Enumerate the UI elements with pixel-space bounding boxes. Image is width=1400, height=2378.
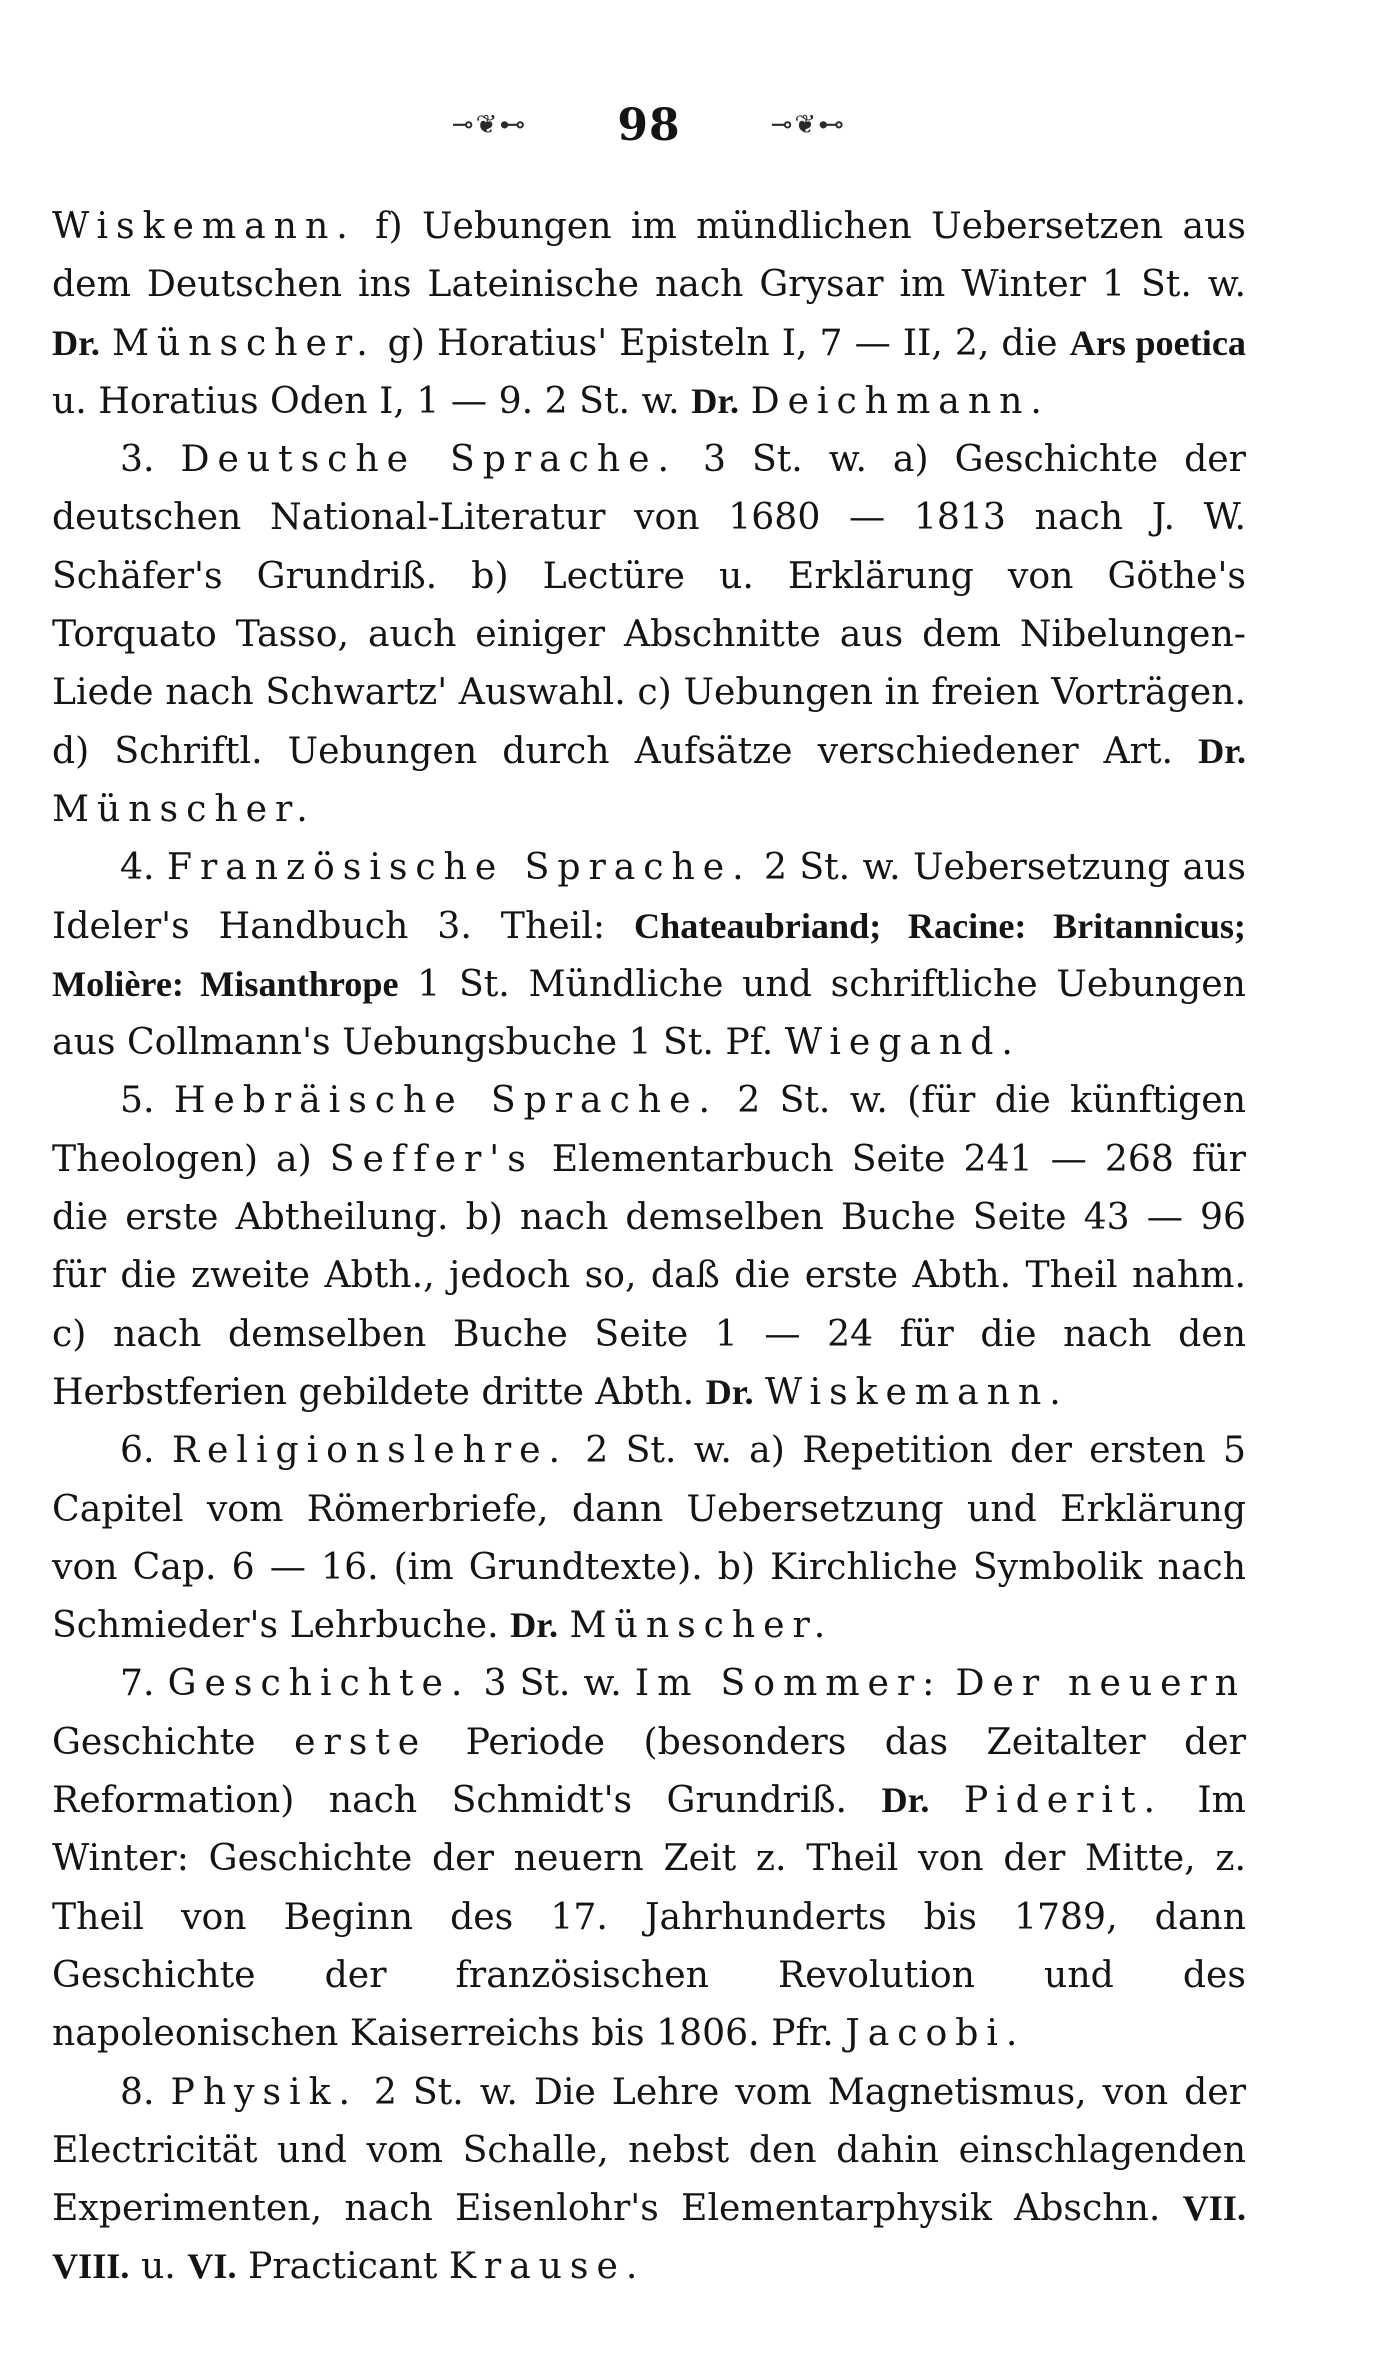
left-ornament-icon: ⊸❦⊷ <box>451 110 528 140</box>
text-roman: Dr. <box>510 1605 559 1646</box>
text-spaced: Der neuern <box>955 1661 1247 1705</box>
text-spaced: Im Sommer: <box>634 1661 943 1705</box>
text-run: 2 St. w. a) Repetition der ersten 5 Capitel vom Römerbriefe, dann Uebersetzung und Erklärung von Cap. 6 — 16. (im Grundtexte). b) Kirchliche Symbolik nach Schmieder's Lehrbuche. <box>52 1428 1247 1647</box>
text-run: f) Uebungen im mündlichen Uebersetzen aus dem Deutschen ins Lateinische nach Grysar im Winter 1 St. w. <box>52 204 1246 306</box>
text-run: u. Horatius Oden I, 1 — 9. 2 St. w. <box>52 378 692 422</box>
text-run <box>100 321 112 364</box>
text-run: 2 St. w. Die Lehre vom Magnetismus, von der Electricität und vom Schalle, nebst den dahin einschlagenden Experimenten, nach Eisenlohr's Elementarphysik Abschn. <box>52 2069 1246 2230</box>
text-spaced: Münscher. <box>111 320 376 364</box>
text-run: g) Horatius' Episteln I, 7 — II, 2, die <box>375 320 1070 364</box>
right-ornament-icon: ⊸❦⊷ <box>770 110 847 140</box>
text-run: Geschichte <box>52 1719 295 1763</box>
page-header <box>52 95 1246 155</box>
text-spaced: Religionslehre. <box>171 1428 568 1472</box>
text-roman: Chateaubriand; Racine: Britannicus; Molière: Misanthrope <box>52 905 1246 1004</box>
text-run <box>929 1778 963 1821</box>
text-spaced: erste <box>294 1719 428 1763</box>
text-spaced: Piderit. <box>963 1778 1163 1822</box>
text-spaced: Hebräische Sprache. <box>173 1078 718 1122</box>
page-number: 98 <box>617 99 681 151</box>
text-run: 3. <box>120 437 181 481</box>
text-run: Practicant <box>236 2244 449 2288</box>
text-roman: Dr. <box>705 1371 754 1412</box>
book-page <box>52 95 1246 2296</box>
text-spaced: Wiskemann. <box>52 204 356 247</box>
text-run: Periode (besonders das Zeitalter der Reformation) nach Schmidt's Grundriß. <box>52 1719 1246 1822</box>
paragraph-p0 <box>52 197 1246 430</box>
text-run <box>558 1603 570 1646</box>
text-spaced: Jacobi. <box>845 2011 1026 2055</box>
text-run <box>754 1370 766 1413</box>
paragraph-p8 <box>52 2063 1246 2296</box>
text-run: 1 St. Mündliche und schriftliche Uebungen aus Collmann's Uebungsbuche 1 St. Pf. <box>52 961 1246 1064</box>
text-spaced: Münscher. <box>52 786 316 830</box>
text-run: 4. <box>120 845 167 889</box>
text-run: 7. <box>120 1661 168 1705</box>
body-text <box>52 197 1246 2296</box>
text-spaced: Seffer's <box>329 1136 534 1180</box>
paragraph-p7 <box>52 1654 1246 2062</box>
text-spaced: Deichmann. <box>750 378 1050 422</box>
text-run: 2 St. w. Uebersetzung aus Ideler's Handbuch 3. Theil: <box>52 845 1246 947</box>
paragraph-p4 <box>52 838 1246 1071</box>
text-spaced: Krause. <box>448 2244 646 2288</box>
text-spaced: Wiskemann. <box>765 1369 1069 1413</box>
text-roman: Dr. <box>1198 730 1246 771</box>
text-spaced: Physik. <box>170 2069 358 2113</box>
text-run: Elementarbuch Seite 241 — 268 für die erste Abtheilung. b) nach demselben Buche Seite 43 — 96 für die zweite Abth., jedoch so, daß die erste Abth. Theil nahm. c) nach demselben Buche Seite 1 — 24 für die nach den Herbstferien gebildete dritte Abth. <box>52 1136 1246 1413</box>
text-roman: Dr. <box>691 380 740 421</box>
text-roman: Dr. <box>52 322 100 363</box>
text-run: 3 St. w. <box>470 1661 635 1705</box>
text-spaced: Französische Sprache. <box>166 845 752 889</box>
paragraph-p5 <box>52 1071 1246 1421</box>
text-run: 2 St. w. (für die künftigen Theologen) a) <box>52 1078 1246 1180</box>
text-roman: Ars poetica <box>1069 322 1246 363</box>
text-run: 3 St. w. a) Geschichte der deutschen National-Literatur von 1680 — 1813 nach J. W. Schäfer's Grundriß. b) Lectüre u. Erklärung von Göthe's Torquato Tasso, auch einiger Abschnitte aus dem Nibelungen-Liede nach Schwartz' Auswahl. c) Uebungen in freien Vorträgen. d) Schriftl. Uebungen durch Aufsätze verschiedener Art. <box>52 437 1246 772</box>
paragraph-p6 <box>52 1421 1246 1654</box>
text-run <box>942 1661 955 1704</box>
text-spaced: Geschichte. <box>167 1661 471 1705</box>
text-roman: VII. VIII. <box>52 2188 1246 2287</box>
text-run: u. <box>129 2244 188 2288</box>
text-roman: Dr. <box>881 1780 930 1821</box>
text-run: 6. <box>120 1428 172 1472</box>
text-roman: VI. <box>187 2246 237 2287</box>
paragraph-p3 <box>52 430 1246 838</box>
text-run: 8. <box>120 2069 171 2113</box>
text-run <box>739 379 751 422</box>
text-run: 5. <box>120 1078 174 1122</box>
text-spaced: Wiegand. <box>784 1020 1021 1064</box>
text-spaced: Deutsche Sprache. <box>180 437 678 481</box>
text-spaced: Münscher. <box>569 1603 834 1647</box>
text-run: Im Winter: Geschichte der neuern Zeit z. Theil von der Mitte, z. Theil von Beginn des 17. Jahrhunderts bis 1789, dann Geschichte der französischen Revolution und des napoleonischen Kaiserreichs bis 1806. Pfr. <box>52 1778 1246 2055</box>
